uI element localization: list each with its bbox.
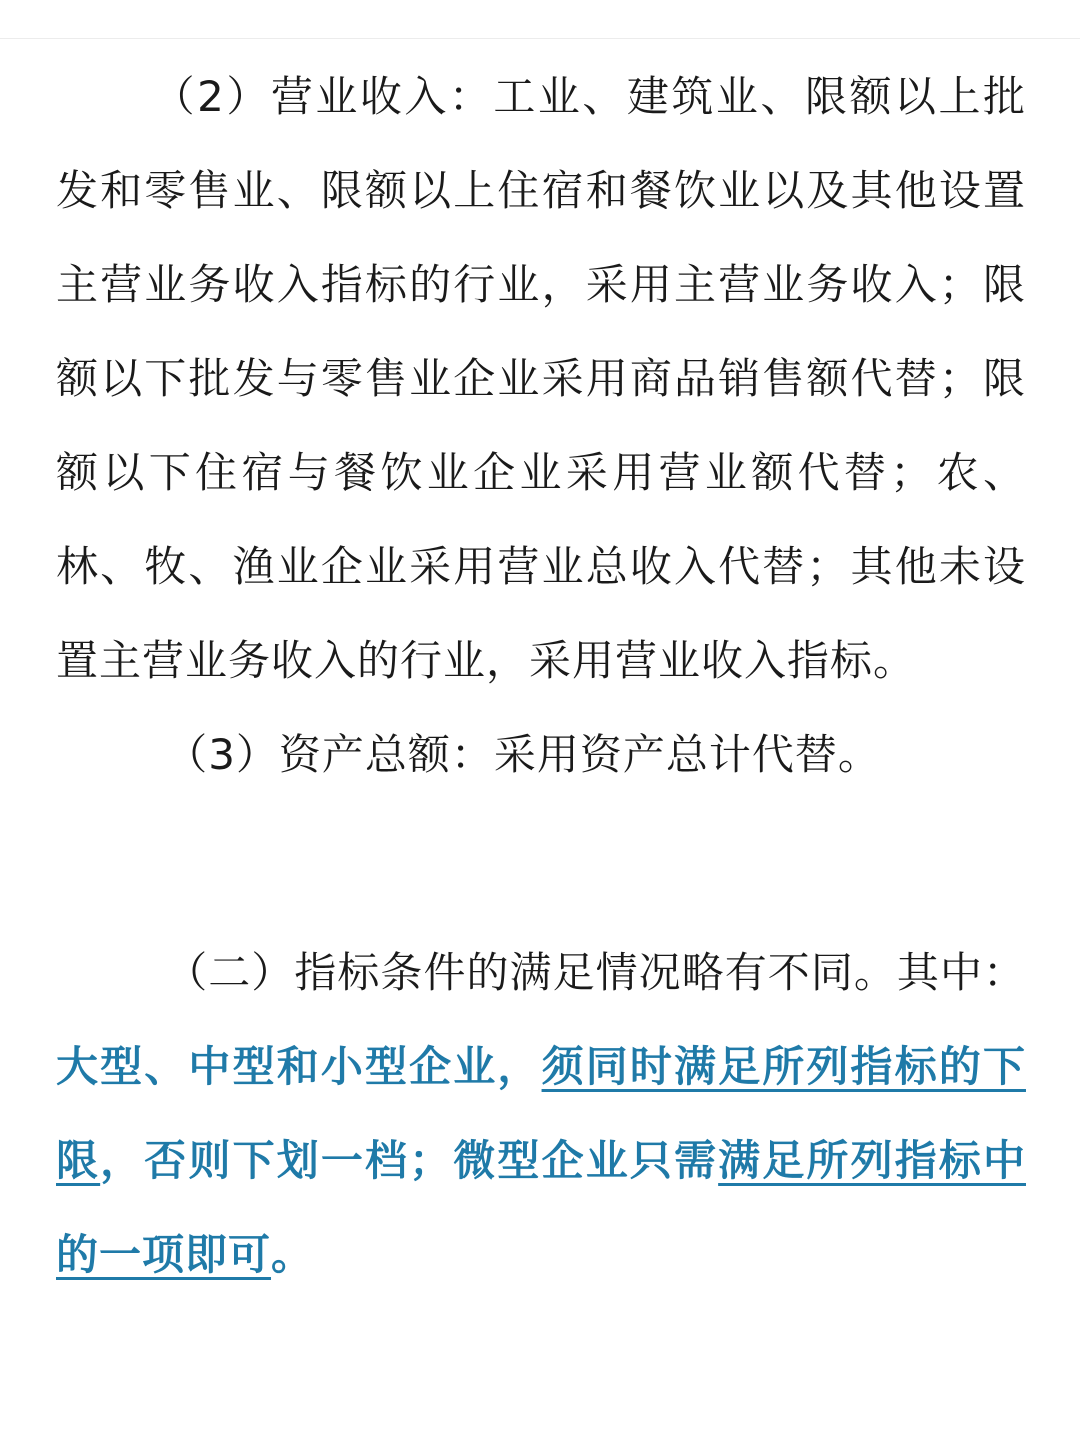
conditions-lead-text: （二）指标条件的满足情况略有不同。其中： xyxy=(165,948,1026,997)
top-divider xyxy=(0,38,1080,39)
highlight-downgrade-micro: ，否则下划一档；微型企业只需 xyxy=(100,1136,719,1185)
highlight-enterprise-types: 大型、中型和小型企业， xyxy=(56,1042,542,1091)
paragraph-indicator-conditions xyxy=(56,926,1026,1302)
paragraph-operating-revenue: （2）营业收入：工业、建筑业、限额以上批发和零售业、限额以上住宿和餐饮业以及其他设置主营业务收入指标的行业，采用主营业务收入；限额以下批发与零售业企业采用商品销售额代替；限额以下住宿与餐饮业企业采用营业额代替；农、林、牧、渔业企业采用营业总收入代替；其他未设置主营业务收入的行业，采用营业收入指标。 xyxy=(56,72,1026,685)
paragraph-total-assets: （3）资产总额：采用资产总计代替。 xyxy=(165,730,881,779)
paragraph-gap xyxy=(56,802,1026,926)
highlight-period: 。 xyxy=(271,1230,315,1279)
underline-any-one-indicator: 满足所列指标中的一项即可 xyxy=(56,1136,1026,1279)
article-body xyxy=(56,50,1026,1302)
underline-lower-limits: 须同时满足所列指标的下限 xyxy=(56,1042,1026,1185)
